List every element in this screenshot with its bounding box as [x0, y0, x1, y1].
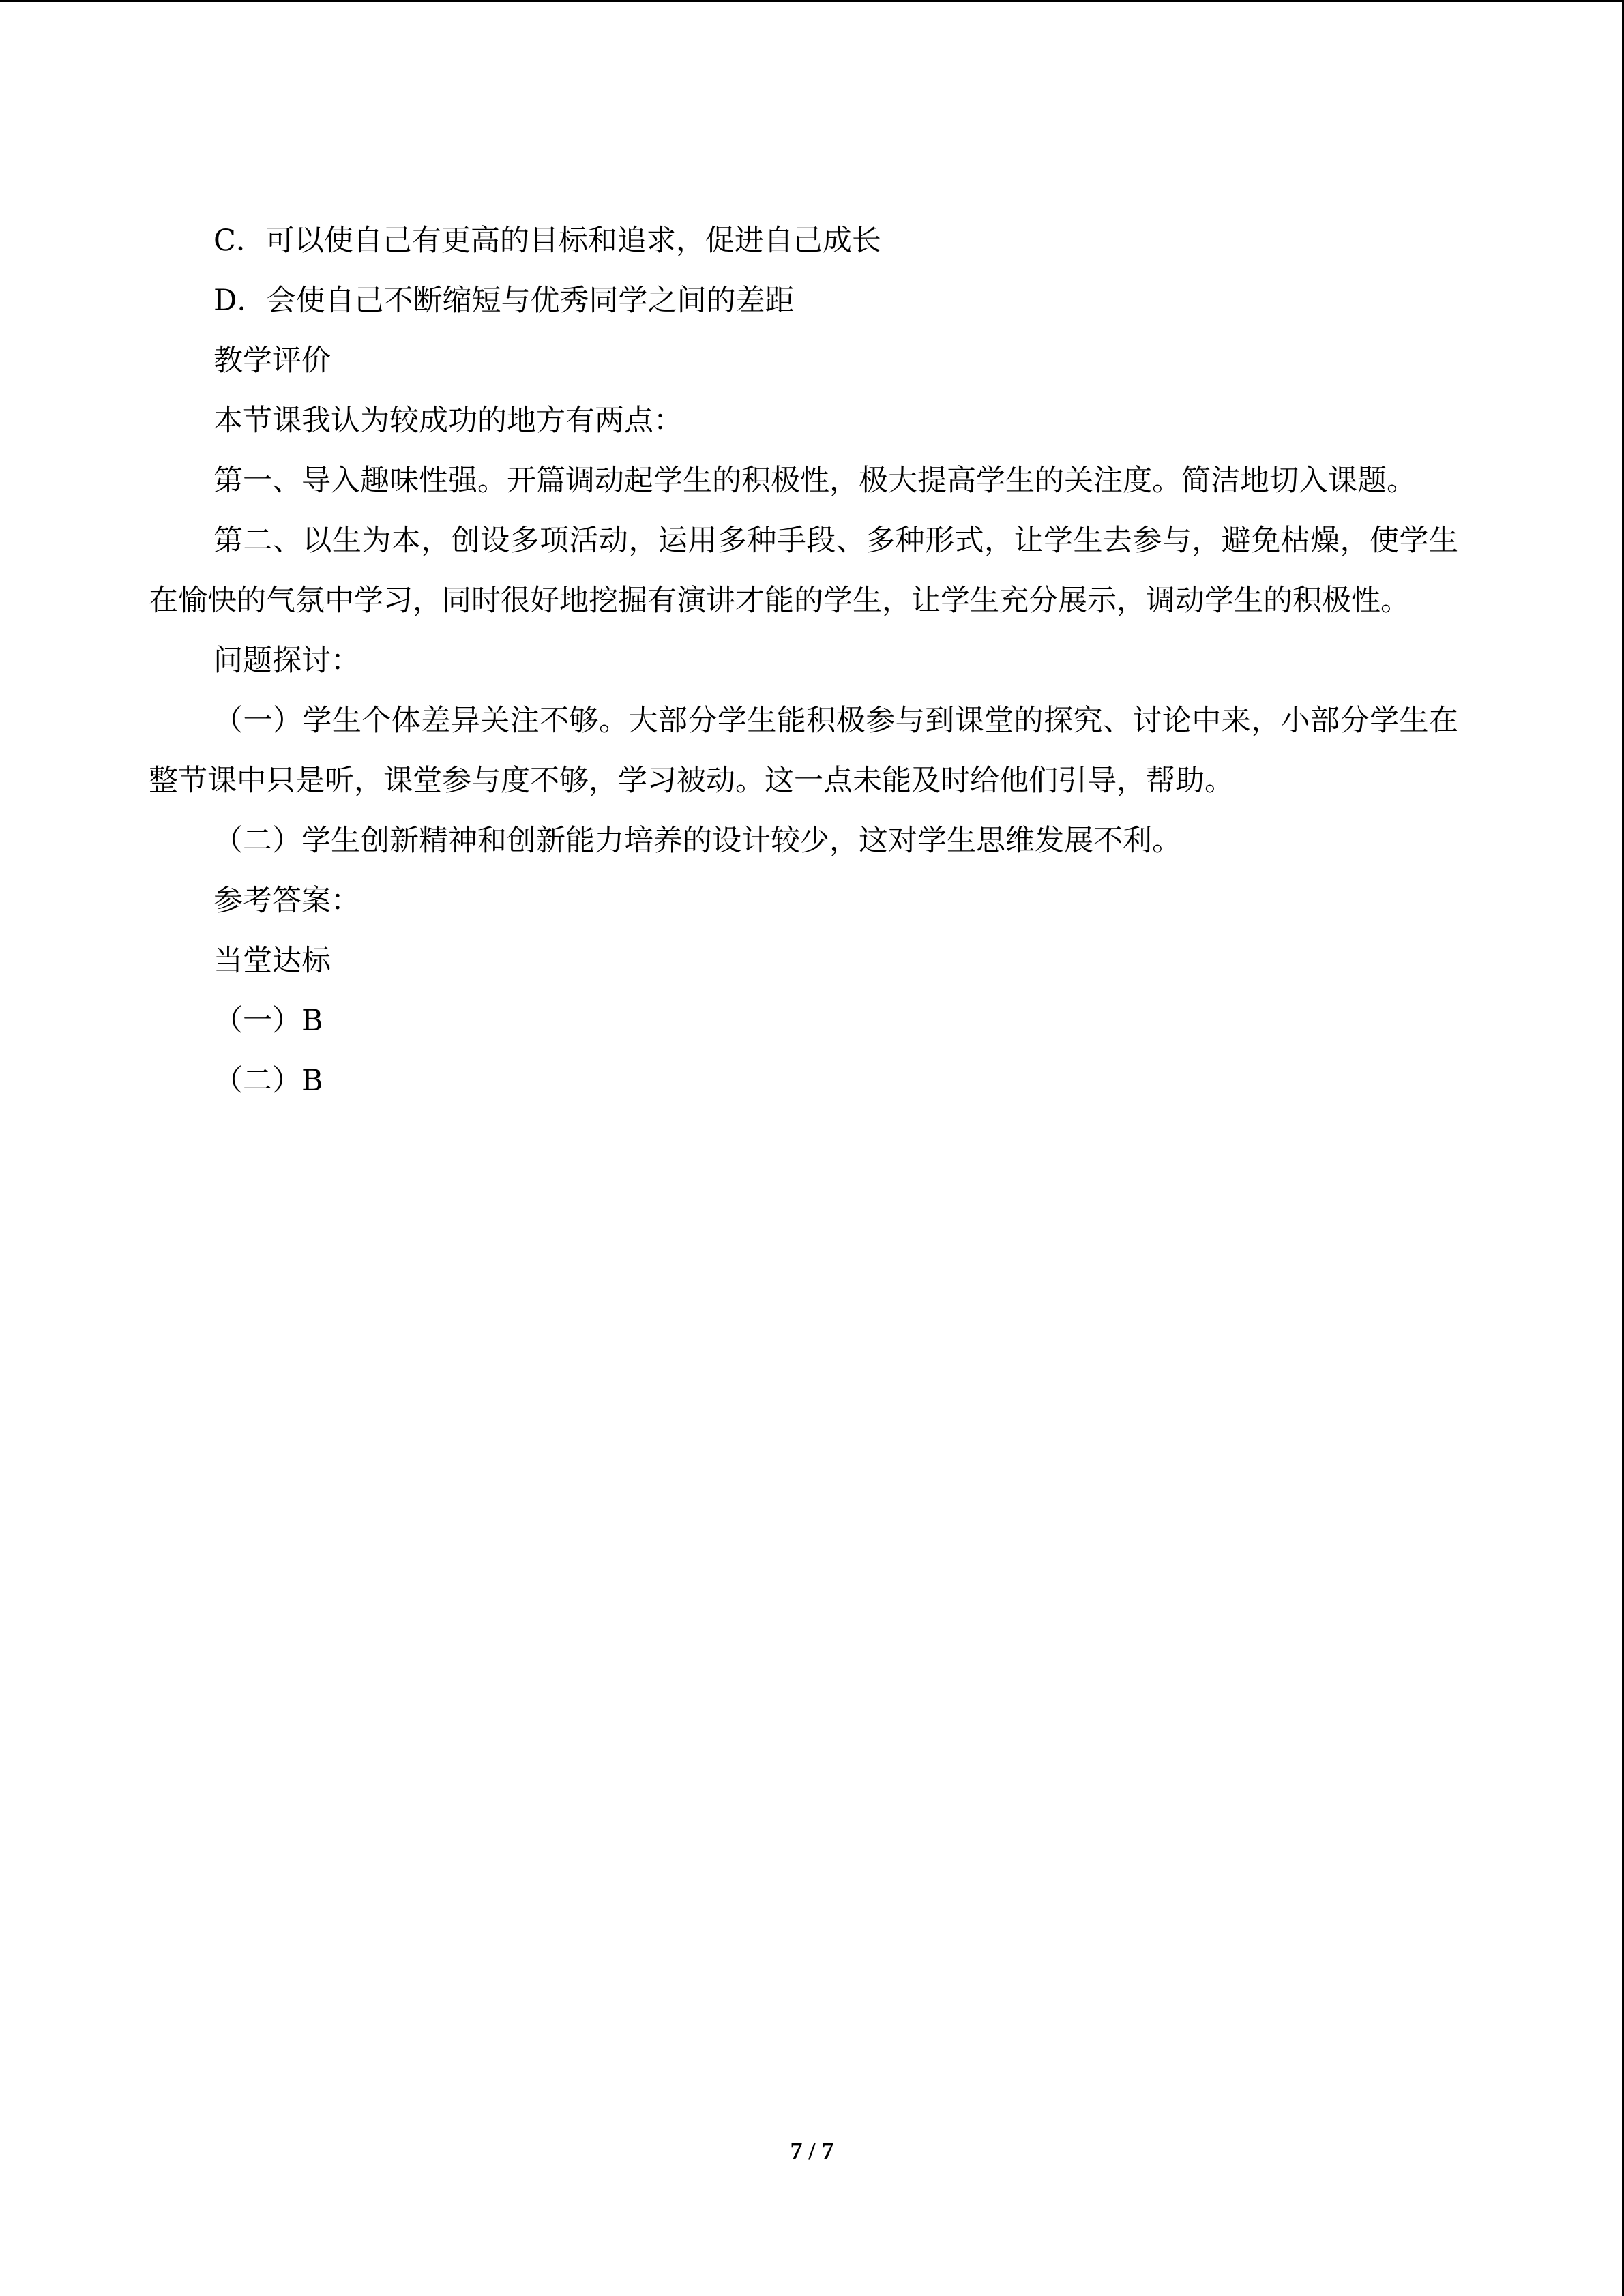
paragraph-point-two: 第二、以生为本，创设多项活动，运用多种手段、多种形式，让学生去参与，避免枯燥，使学生在愉快的气氛中学习，同时很好地挖掘有演讲才能的学生，让学生充分展示，调动学生的积极性。: [149, 524, 1458, 618]
paragraph-point-one: 第一、导入趣味性强。开篇调动起学生的积极性，极大提高学生的关注度。简洁地切入课题。: [213, 464, 1416, 498]
option-d-text: D．会使自己不断缩短与优秀同学之间的差距: [213, 284, 795, 318]
subheading-in-class-target: 当堂达标: [213, 944, 331, 978]
paragraph-problem-one: （一）学生个体差异关注不够。大部分学生能积极参与到课堂的探究、讨论中来，小部分学生在整节课中只是听，课堂参与度不够，学习被动。这一点未能及时给他们引导，帮助。: [149, 704, 1458, 798]
section-heading-teaching-evaluation: 教学评价: [213, 344, 331, 378]
section-heading-reference-answers: 参考答案：: [213, 884, 360, 918]
answer-two: （二）B: [213, 1064, 323, 1098]
answer-one: （一）B: [213, 1004, 323, 1038]
paragraph-intro: 本节课我认为较成功的地方有两点：: [213, 404, 683, 438]
option-c-text: C．可以使自己有更高的目标和追求，促进自己成长: [213, 224, 881, 258]
document-body: [149, 211, 1458, 1111]
page-number: 7 / 7: [790, 2137, 834, 2164]
section-heading-problem-discussion: 问题探讨：: [213, 644, 360, 678]
paragraph-problem-two: （二）学生创新精神和创新能力培养的设计较少，这对学生思维发展不利。: [213, 824, 1181, 858]
